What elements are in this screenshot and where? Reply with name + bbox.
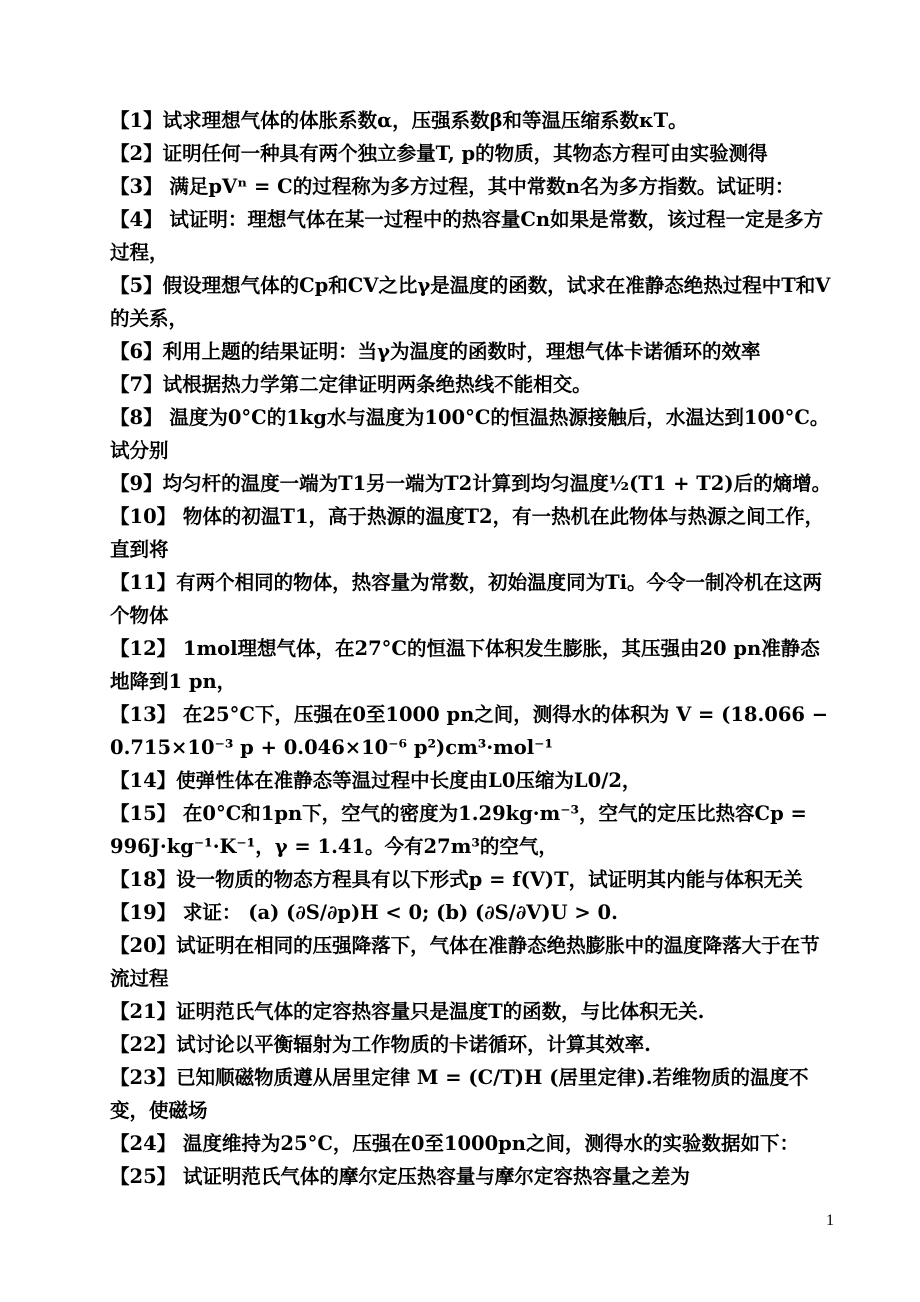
problem-item [110, 500, 838, 566]
problem-item [110, 1160, 838, 1193]
problem-text: 物体的初温T1，高于热源的温度T2，有一热机在此物体与热源之间工作，直到将 [110, 505, 825, 561]
problem-item [110, 896, 838, 929]
problem-item [110, 335, 838, 368]
problem-text: 使弹性体在准静态等温过程中长度由L0压缩为L0/2， [176, 769, 642, 792]
problem-item [110, 203, 838, 269]
problem-text: 试根据热力学第二定律证明两条绝热线不能相交。 [162, 373, 592, 396]
problem-number: 【23】 [110, 1066, 177, 1089]
problem-list [110, 104, 838, 1193]
problem-text: 设一物质的物态方程具有以下形式p = f(V)T，试证明其内能与体积无关 [176, 868, 803, 891]
problem-item [110, 137, 838, 170]
problem-text: 已知顺磁物质遵从居里定律 M = (C/T)H (居里定律).若维物质的温度不变，使磁场 [110, 1066, 809, 1122]
problem-text: 试证明范氏气体的摩尔定压热容量与摩尔定容热容量之差为 [176, 1165, 690, 1188]
problem-text: 1mol理想气体，在27°C的恒温下体积发生膨胀，其压强由20 pn准静态地降到1 pn， [110, 637, 820, 693]
problem-text: 在25°C下，压强在0至1000 pn之间，测得水的体积为 V = (18.066 − 0.715×10⁻³ p + 0.046×10⁻⁶ p²)cm³·mol⁻¹ [110, 703, 829, 759]
problem-item [110, 1028, 838, 1061]
problem-text: 求证： (a) (∂S/∂p)H < 0; (b) (∂S/∂V)U > 0. [176, 901, 618, 924]
problem-item [110, 566, 838, 632]
problem-item [110, 170, 838, 203]
problem-number: 【4】 [110, 208, 163, 231]
problem-number: 【5】 [110, 274, 163, 297]
problem-item [110, 863, 838, 896]
problem-text: 利用上题的结果证明：当γ为温度的函数时，理想气体卡诺循环的效率 [162, 340, 761, 363]
problem-text: 试求理想气体的体胀系数α，压强系数β和等温压缩系数κT。 [162, 109, 688, 132]
problem-item [110, 698, 838, 764]
problem-number: 【9】 [110, 472, 163, 495]
problem-item [110, 797, 838, 863]
problem-item [110, 104, 838, 137]
problem-number: 【12】 [110, 637, 177, 660]
problem-number: 【14】 [110, 769, 177, 792]
problem-number: 【20】 [110, 934, 177, 957]
problem-text: 假设理想气体的Cp和CV之比γ是温度的函数，试求在准静态绝热过程中T和V的关系， [110, 274, 831, 330]
problem-number: 【24】 [110, 1132, 177, 1155]
problem-text: 试证明：理想气体在某一过程中的热容量Cn如果是常数，该过程一定是多方过程， [110, 208, 824, 264]
problem-text: 均匀杆的温度一端为T1另一端为T2计算到均匀温度½(T1 + T2)后的熵增。 [162, 472, 832, 495]
problem-text: 有两个相同的物体，热容量为常数，初始温度同为Ti。今令一制冷机在这两个物体 [110, 571, 823, 627]
problem-number: 【1】 [110, 109, 163, 132]
problem-number: 【18】 [110, 868, 177, 891]
problem-number: 【22】 [110, 1033, 177, 1056]
problem-number: 【11】 [110, 571, 177, 594]
problem-text: 试证明在相同的压强降落下，气体在准静态绝热膨胀中的温度降落大于在节流过程 [110, 934, 820, 990]
problem-item [110, 467, 838, 500]
problem-text: 满足pVⁿ = C的过程称为多方过程，其中常数n名为多方指数。试证明： [162, 175, 795, 198]
problem-text: 温度维持为25°C，压强在0至1000pn之间，测得水的实验数据如下： [176, 1132, 799, 1155]
problem-item [110, 764, 838, 797]
problem-item [110, 995, 838, 1028]
problem-item [110, 1061, 838, 1127]
problem-number: 【25】 [110, 1165, 177, 1188]
problem-number: 【3】 [110, 175, 163, 198]
problem-text: 在0°C和1pn下，空气的密度为1.29kg·m⁻³，空气的定压比热容Cp = 996J·kg⁻¹·K⁻¹，γ = 1.41。今有27m³的空气， [110, 802, 807, 858]
problem-number: 【8】 [110, 406, 163, 429]
problem-text: 温度为0°C的1kg水与温度为100°C的恒温热源接触后，水温达到100°C。试分别 [110, 406, 830, 462]
problem-number: 【2】 [110, 142, 163, 165]
problem-number: 【21】 [110, 1000, 177, 1023]
problem-item [110, 929, 838, 995]
problem-number: 【15】 [110, 802, 177, 825]
problem-item [110, 269, 838, 335]
problem-text: 证明任何一种具有两个独立参量T, p的物质，其物态方程可由实验测得 [162, 142, 768, 165]
problem-text: 证明范氏气体的定容热容量只是温度T的函数，与比体积无关. [176, 1000, 705, 1023]
problem-item [110, 401, 838, 467]
problem-item [110, 632, 838, 698]
problem-number: 【13】 [110, 703, 177, 726]
problem-item [110, 368, 838, 401]
problem-number: 【19】 [110, 901, 177, 924]
page-number: 1 [826, 1212, 834, 1229]
problem-number: 【7】 [110, 373, 163, 396]
problem-number: 【6】 [110, 340, 163, 363]
problem-number: 【10】 [110, 505, 177, 528]
problem-text: 试讨论以平衡辐射为工作物质的卡诺循环，计算其效率. [176, 1033, 651, 1056]
problem-item [110, 1127, 838, 1160]
